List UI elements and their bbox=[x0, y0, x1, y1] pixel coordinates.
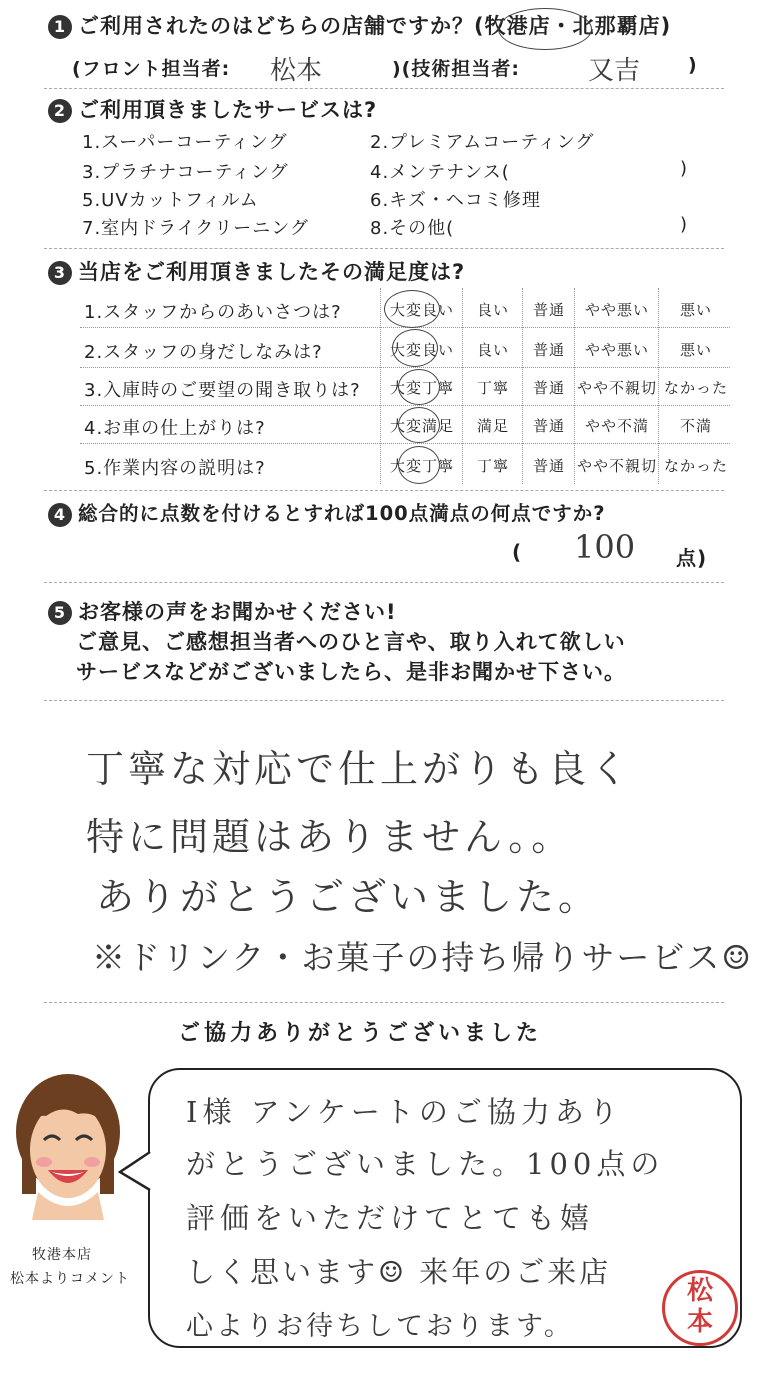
staff-caption: 松本よりコメント bbox=[10, 1271, 130, 1287]
choice-cell: 丁寧 bbox=[476, 457, 509, 475]
tech-staff-value: 又吉 bbox=[588, 56, 641, 86]
choice-cell: 不満 bbox=[679, 417, 712, 435]
q5-number: 5 bbox=[48, 601, 72, 625]
choice-cell: 普通 bbox=[532, 341, 565, 359]
q3-number: 3 bbox=[48, 261, 72, 285]
service-option: 3.プラチナコーティング bbox=[82, 162, 289, 183]
q3-question bbox=[48, 256, 465, 286]
service-option: 4.メンテナンス( bbox=[370, 162, 510, 183]
q1-number: 1 bbox=[48, 15, 72, 39]
choice-cell: 大変満足 bbox=[389, 417, 454, 435]
divider-1 bbox=[44, 88, 724, 89]
service-option: 2.プレミアムコーティング bbox=[370, 132, 595, 153]
thanks-heading: ご協力ありがとうございました bbox=[178, 1021, 543, 1046]
customer-comment-line: 丁寧な対応で仕上がりも良く bbox=[86, 747, 633, 791]
tech-close-paren: ) bbox=[688, 54, 698, 76]
table-row-line bbox=[80, 443, 730, 444]
service-option: 8.その他( bbox=[370, 218, 455, 239]
selected-choice-circle bbox=[392, 329, 438, 367]
staff-stamp bbox=[662, 1270, 738, 1346]
choice-cell: 悪い bbox=[679, 301, 712, 319]
selected-choice-circle bbox=[398, 407, 440, 443]
choice-cell: 普通 bbox=[532, 301, 565, 319]
choice-cell: やや悪い bbox=[584, 301, 649, 319]
q2-number: 2 bbox=[48, 99, 72, 123]
choice-cell: やや悪い bbox=[584, 341, 649, 359]
selected-choice-circle bbox=[398, 446, 440, 484]
score-unit: 点) bbox=[676, 546, 708, 570]
table-row-label: 3.入庫時のご要望の聞き取りは? bbox=[84, 380, 361, 401]
choice-cell: なかった bbox=[663, 379, 728, 397]
store-selection-circle bbox=[498, 8, 592, 50]
choice-cell: 満足 bbox=[476, 417, 509, 435]
staff-reply-line: 心よりお待ちしております。 bbox=[186, 1311, 574, 1342]
customer-comment-line: 特に問題はありません。。 bbox=[86, 815, 574, 859]
table-col-line bbox=[522, 288, 523, 484]
choice-cell: 悪い bbox=[679, 341, 712, 359]
score-value: 100 bbox=[574, 528, 636, 566]
service-option: 5.UVカットフィルム bbox=[82, 190, 259, 211]
choice-cell: 良い bbox=[476, 341, 509, 359]
front-staff-label: (フロント担当者: bbox=[72, 58, 231, 80]
choice-cell: なかった bbox=[663, 457, 728, 475]
divider-5 bbox=[44, 700, 724, 701]
choice-cell: やや不親切 bbox=[576, 457, 657, 475]
table-col-line bbox=[574, 288, 575, 484]
staff-reply-line: がとうございました。100点の bbox=[186, 1147, 665, 1181]
staff-store: 牧港本店 bbox=[32, 1247, 92, 1263]
service-option: 6.キズ・ヘコミ修理 bbox=[370, 190, 541, 211]
selected-choice-circle bbox=[384, 290, 440, 328]
stamp-text: 松本 bbox=[686, 1276, 713, 1337]
table-row-line bbox=[80, 405, 730, 406]
choice-cell: 普通 bbox=[532, 379, 565, 397]
table-row-line bbox=[80, 367, 730, 368]
choice-cell: 大変良い bbox=[389, 341, 454, 359]
customer-comment-line: ※ドリンク・お菓子の持ち帰りサービス☺ bbox=[92, 938, 753, 977]
divider-6 bbox=[44, 1002, 724, 1003]
divider-4 bbox=[44, 582, 724, 583]
table-col-line bbox=[658, 288, 659, 484]
table-col-line bbox=[380, 288, 381, 484]
divider-3 bbox=[44, 490, 724, 491]
choice-cell: 大変丁寧 bbox=[389, 457, 454, 475]
customer-comment-line: ありがとうございました。 bbox=[96, 875, 601, 919]
table-col-line bbox=[462, 288, 463, 484]
q5-line2: ご意見、ご感想担当者へのひと言や、取り入れて欲しい bbox=[76, 630, 626, 654]
service-paren-close: ) bbox=[680, 158, 689, 179]
choice-cell: やや不満 bbox=[584, 417, 649, 435]
choice-cell: やや不親切 bbox=[576, 379, 657, 397]
staff-reply-line: しく思います☺ 来年のご来店 bbox=[186, 1255, 612, 1289]
q2-text: ご利用頂きましたサービスは? bbox=[78, 98, 378, 122]
table-row-label: 2.スタッフの身だしなみは? bbox=[84, 342, 323, 363]
table-row-label: 5.作業内容の説明は? bbox=[84, 458, 266, 479]
score-open-paren: ( bbox=[512, 540, 523, 564]
table-row-label: 1.スタッフからのあいさつは? bbox=[84, 302, 342, 323]
q5-question bbox=[48, 596, 397, 626]
choice-cell: 良い bbox=[476, 301, 509, 319]
staff-reply-line: 評価をいただけてとても嬉 bbox=[186, 1201, 595, 1235]
tech-staff-label: )(技術担当者: bbox=[392, 58, 520, 80]
table-row-label: 4.お車の仕上がりは? bbox=[84, 418, 266, 439]
choice-cell: 普通 bbox=[532, 417, 565, 435]
choice-cell: 丁寧 bbox=[476, 379, 509, 397]
service-paren-close: ) bbox=[680, 214, 689, 235]
q4-number: 4 bbox=[48, 503, 72, 527]
q5-text: お客様の声をお聞かせください! bbox=[78, 600, 397, 624]
q4-text: 総合的に点数を付けるとすれば100点満点の何点ですか? bbox=[78, 502, 606, 525]
staff-reply-line: I様 アンケートのご協力あり bbox=[186, 1095, 623, 1129]
q3-text: 当店をご利用頂きましたその満足度は? bbox=[78, 260, 466, 284]
q2-question bbox=[48, 94, 377, 124]
q4-question bbox=[48, 498, 606, 527]
choice-cell: 大変良い bbox=[389, 301, 454, 319]
bubble-tail bbox=[118, 1150, 154, 1194]
service-option: 7.室内ドライクリーニング bbox=[82, 218, 309, 239]
choice-cell: 普通 bbox=[532, 457, 565, 475]
front-staff-value: 松本 bbox=[270, 56, 323, 86]
service-option: 1.スーパーコーティング bbox=[82, 132, 288, 153]
selected-choice-circle bbox=[398, 369, 440, 405]
q5-line3: サービスなどがございましたら、是非お聞かせ下さい。 bbox=[76, 660, 626, 684]
q1-text: ご利用されたのはどちらの店舗ですか？(牧港店・北那覇店) bbox=[78, 14, 672, 38]
choice-cell: 大変丁寧 bbox=[389, 379, 454, 397]
divider-2 bbox=[44, 248, 724, 249]
staff-avatar bbox=[8, 1070, 128, 1220]
